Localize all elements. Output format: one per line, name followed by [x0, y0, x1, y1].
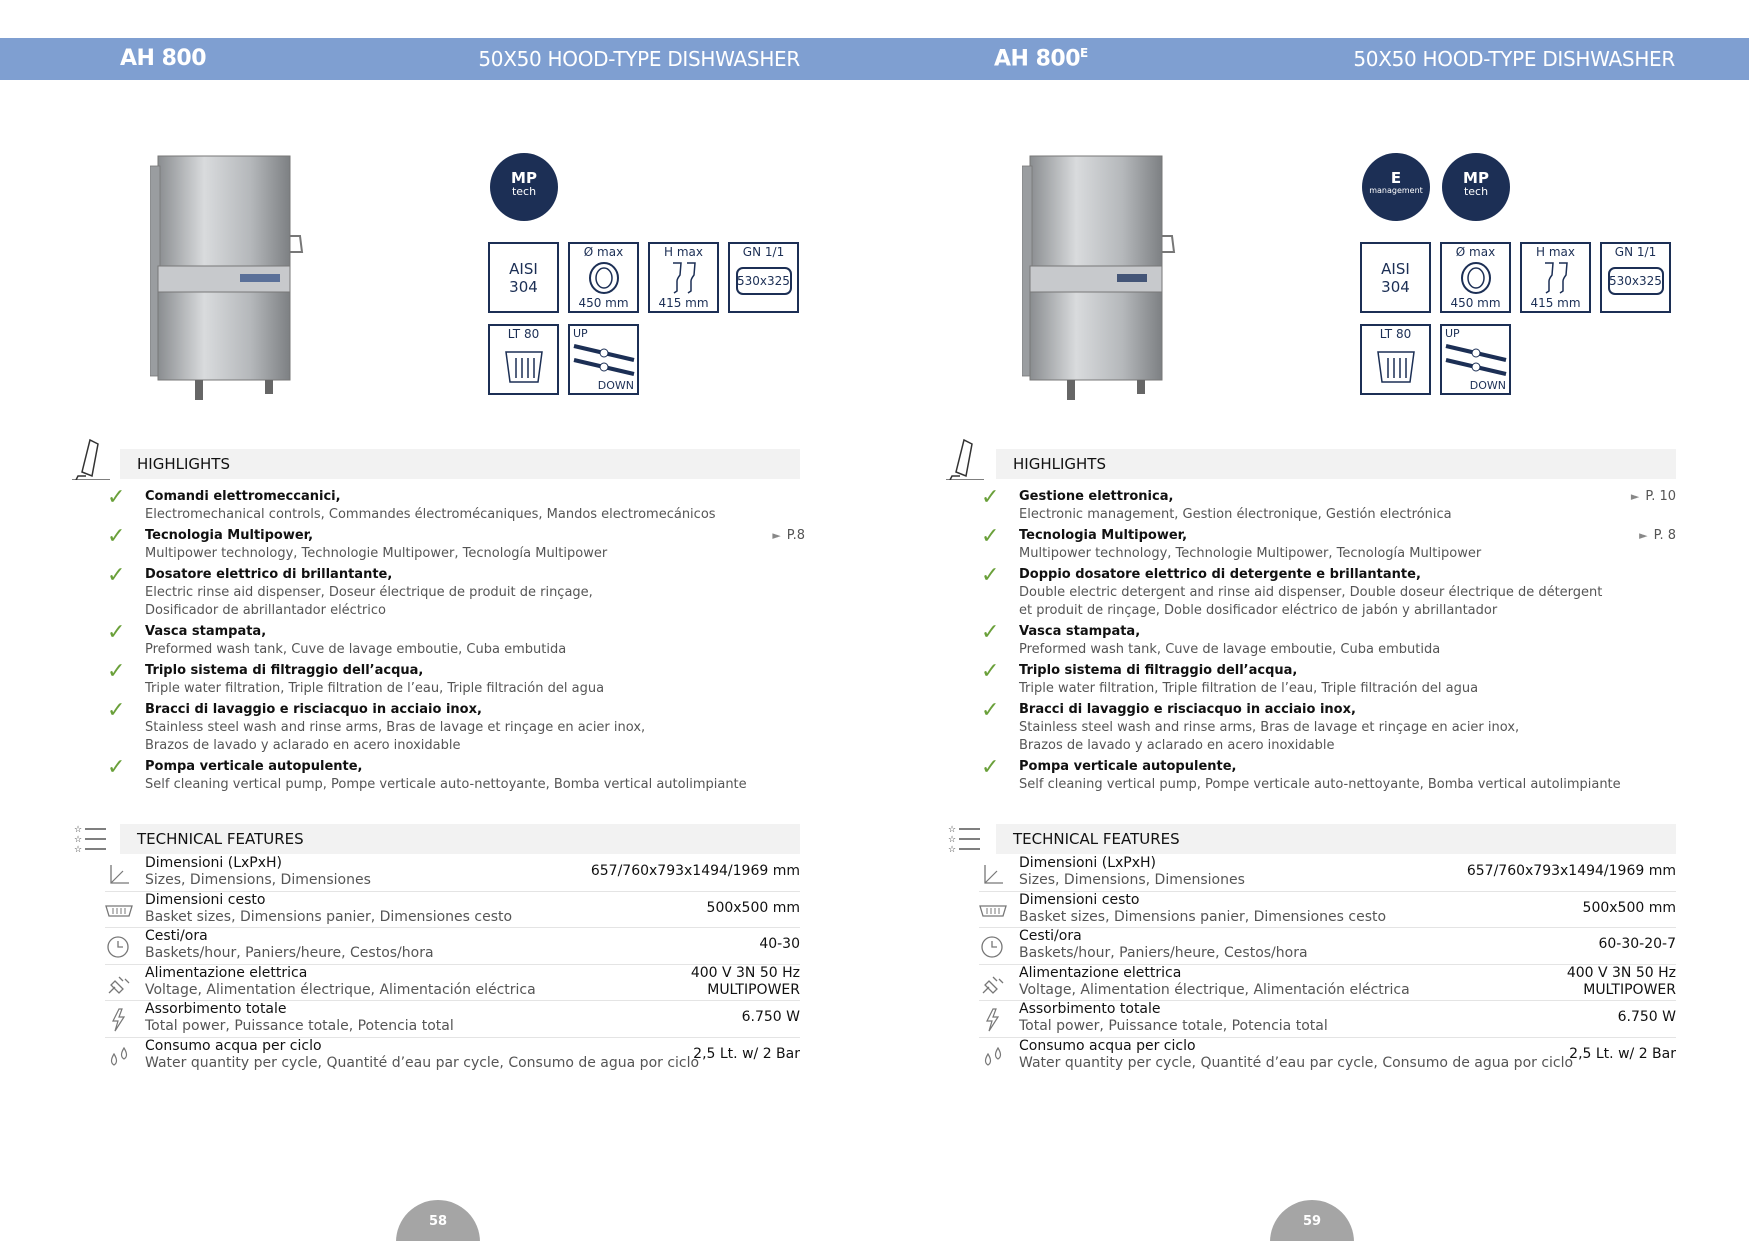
lt80-badge: LT 80 — [488, 324, 559, 395]
wash-arms-icon — [1444, 338, 1508, 382]
feature-value — [1618, 1009, 1676, 1026]
feature-name: Dimensioni cesto — [145, 891, 266, 908]
highlights-title: HIGHLIGHTS — [996, 449, 1676, 479]
model-name: AH $800^E$ — [994, 46, 1088, 72]
feature-value-line: 657/760x793x1494/1969 mm — [590, 863, 800, 879]
svg-text:☆: ☆ — [948, 825, 957, 835]
dish-max-badge: Ø max 450 mm — [1440, 242, 1511, 313]
gn-badge: GN 1/1 530x325 — [728, 242, 799, 313]
aisi-badge: AISI 304 — [1360, 242, 1431, 313]
highlight-translation: Stainless steel wash and rinse arms, Bras de lavage et rinçage en acier inox, — [145, 720, 646, 735]
feature-value-line: 400 V 3N 50 Hz — [1566, 964, 1676, 981]
feature-value — [1583, 900, 1676, 917]
feature-row — [979, 965, 1676, 1002]
feature-row — [979, 1038, 1676, 1075]
highlight-translation: Preformed wash tank, Cuve de lavage emboutie, Cuba embutida — [1019, 642, 1441, 657]
feature-value — [707, 900, 800, 917]
highlight-title: Vasca stampata, — [145, 624, 267, 639]
feature-value-line: 400 V 3N 50 Hz — [690, 964, 800, 981]
highlight-title: Comandi elettromeccanici, — [145, 489, 341, 504]
highlight-translation: Dosificador de abrillantador eléctrico — [145, 603, 386, 618]
clock-icon — [105, 934, 133, 960]
basket-bin-icon — [1374, 346, 1418, 386]
checkmark-icon: ✓ — [981, 524, 1000, 549]
glass-icon — [667, 261, 701, 295]
highlight-title: Bracci di lavaggio e risciacquo in acciaio inox, — [145, 702, 482, 717]
highlight-item — [979, 485, 1676, 524]
feature-value-line: MULTIPOWER — [1583, 981, 1676, 998]
highlight-item — [979, 698, 1676, 755]
highlight-title: Triplo sistema di filtraggio dell’acqua, — [1019, 663, 1298, 678]
highlight-title: Dosatore elettrico di brillantante, — [145, 567, 393, 582]
feature-translation: Total power, Puissance totale, Potencia total — [1019, 1018, 1328, 1034]
svg-text:☆: ☆ — [948, 845, 957, 854]
page-number: 59 — [1270, 1200, 1354, 1241]
product-type: 50X50 HOOD-TYPE DISHWASHER — [478, 47, 800, 71]
feature-row — [105, 928, 800, 965]
feature-name: Alimentazione elettrica — [145, 964, 308, 981]
feature-value-line: 2,5 Lt. w/ 2 Bar — [1569, 1045, 1676, 1062]
feature-value — [1567, 965, 1676, 999]
highlight-title: Bracci di lavaggio e risciacquo in acciaio inox, — [1019, 702, 1356, 717]
highlight-translation: Brazos de lavado y aclarado en acero inoxidable — [1019, 738, 1335, 753]
feature-translation: Sizes, Dimensions, Dimensiones — [1019, 872, 1245, 888]
feature-value — [1467, 863, 1676, 880]
arrow-right-icon: ► — [1630, 490, 1640, 503]
highlight-item — [105, 620, 805, 659]
feature-translation: Water quantity per cycle, Quantité d’eau par cycle, Consumo de agua por ciclo — [145, 1054, 700, 1071]
highlight-item — [979, 755, 1676, 794]
mp-tech-badge: MP tech — [1442, 153, 1510, 221]
checkmark-icon: ✓ — [107, 755, 126, 780]
feature-value — [691, 965, 800, 999]
aisi-badge: AISI 304 — [488, 242, 559, 313]
highlight-title: Triplo sistema di filtraggio dell’acqua, — [145, 663, 424, 678]
checkmark-icon: ✓ — [981, 659, 1000, 684]
highlight-translation: et produit de rinçage, Doble dosificador eléctrico de jabón y abrillantador — [1019, 603, 1498, 618]
svg-text:☆: ☆ — [74, 845, 83, 854]
glass-max-badge: H max 415 mm — [648, 242, 719, 313]
highlight-title: Doppio dosatore elettrico di detergente e brillantante, — [1019, 567, 1421, 582]
checkmark-icon: ✓ — [107, 698, 126, 723]
feature-value-line: 2,5 Lt. w/ 2 Bar — [693, 1045, 800, 1062]
highlight-translation: Preformed wash tank, Cuve de lavage emboutie, Cuba embutida — [145, 642, 567, 657]
highlight-translation: Electronic management, Gestion électronique, Gestión electrónica — [1019, 507, 1452, 522]
arrow-right-icon: ► — [772, 529, 781, 542]
page-reference — [772, 527, 805, 545]
technical-features-list — [979, 855, 1676, 1074]
basket-bin-icon — [502, 346, 546, 386]
feature-value — [591, 863, 800, 880]
page-reference-text: P. 8 — [1653, 528, 1676, 543]
svg-text:☆: ☆ — [74, 825, 83, 835]
lt80-badge: LT 80 — [1360, 324, 1431, 395]
plug-icon — [105, 971, 133, 997]
checkmark-icon: ✓ — [981, 563, 1000, 588]
feature-value-line: 40-30 — [759, 936, 800, 952]
drops-icon — [979, 1044, 1007, 1070]
checkmark-icon: ✓ — [981, 620, 1000, 645]
feature-translation: Voltage, Alimentation électrique, Alimentación eléctrica — [1019, 981, 1410, 998]
plate-icon — [1459, 261, 1493, 295]
feature-name: Assorbimento totale — [145, 1001, 287, 1017]
feature-value — [1598, 936, 1676, 953]
ruler-icon — [979, 861, 1007, 887]
highlight-translation: Triple water filtration, Triple filtration de l’eau, Triple filtración del agua — [1019, 681, 1479, 696]
highlight-item — [979, 620, 1676, 659]
feature-row — [105, 892, 800, 929]
clock-icon — [979, 934, 1007, 960]
page-reference — [1639, 527, 1676, 545]
feature-row — [979, 855, 1676, 892]
highlight-translation: Self cleaning vertical pump, Pompe verticale auto-nettoyante, Bomba vertical autolimpiante — [145, 777, 747, 792]
arrow-right-icon: ► — [1639, 529, 1648, 542]
feature-name: Cesti/ora — [1019, 928, 1082, 944]
highlight-title: Tecnologia Multipower, — [145, 528, 314, 543]
highlight-item — [105, 485, 805, 524]
feature-row — [979, 1001, 1676, 1038]
checkmark-icon: ✓ — [107, 485, 126, 510]
highlight-translation: Double electric detergent and rinse aid dispenser, Double doseur électrique de détergent — [1019, 585, 1603, 600]
highlight-item — [979, 563, 1676, 620]
page-reference-text: P. 10 — [1645, 489, 1676, 504]
highlight-item — [105, 524, 805, 563]
checkmark-icon: ✓ — [981, 698, 1000, 723]
drops-icon — [105, 1044, 133, 1070]
feature-row — [105, 1038, 800, 1075]
dishwasher-image — [150, 128, 320, 403]
plate-icon — [587, 261, 621, 295]
feature-value-line: 500x500 mm — [706, 899, 800, 916]
bolt-icon — [105, 1007, 133, 1033]
feature-value-line: 6.750 W — [1617, 1009, 1676, 1025]
feature-name: Dimensioni (LxPxH) — [145, 855, 283, 871]
highlight-item — [979, 659, 1676, 698]
plug-icon — [979, 971, 1007, 997]
feature-row — [105, 965, 800, 1002]
bolt-icon — [979, 1007, 1007, 1033]
feature-row — [105, 1001, 800, 1038]
page-reference-text: P.8 — [786, 528, 805, 543]
highlight-translation: Electromechanical controls, Commandes électromécaniques, Mandos electromecánicos — [145, 507, 716, 522]
highlight-translation: Multipower technology, Technologie Multipower, Tecnología Multipower — [145, 546, 608, 561]
model-name: AH 800 — [120, 46, 207, 71]
highlight-item — [979, 524, 1676, 563]
feature-value-line: 657/760x793x1494/1969 mm — [1466, 863, 1676, 879]
highlight-title: Gestione elettronica, — [1019, 489, 1174, 504]
dishwasher-image — [1022, 128, 1192, 403]
checkmark-icon: ✓ — [981, 755, 1000, 780]
feature-list-icon — [948, 824, 980, 854]
checkmark-icon: ✓ — [107, 659, 126, 684]
feature-translation: Sizes, Dimensions, Dimensiones — [145, 872, 371, 888]
highlight-translation: Electric rinse aid dispenser, Doseur électrique de produit de rinçage, — [145, 585, 593, 600]
feature-name: Consumo acqua per ciclo — [145, 1037, 322, 1054]
feature-row — [979, 892, 1676, 929]
checkmark-icon: ✓ — [107, 524, 126, 549]
highlighter-icon — [72, 436, 112, 480]
technical-features-list — [105, 855, 800, 1074]
checkmark-icon: ✓ — [107, 620, 126, 645]
basket-icon — [105, 898, 133, 924]
up-down-badge: UP DOWN — [1440, 324, 1511, 395]
checkmark-icon: ✓ — [981, 485, 1000, 510]
svg-text:☆: ☆ — [948, 835, 957, 845]
highlight-translation: Multipower technology, Technologie Multipower, Tecnología Multipower — [1019, 546, 1482, 561]
feature-row — [105, 855, 800, 892]
page-number: 58 — [396, 1200, 480, 1241]
gn-badge: GN 1/1 530x325 — [1600, 242, 1671, 313]
feature-translation: Baskets/hour, Paniers/heure, Cestos/hora — [145, 945, 434, 961]
highlighter-icon — [946, 436, 986, 480]
feature-name: Assorbimento totale — [1019, 1001, 1161, 1017]
glass-icon — [1539, 261, 1573, 295]
highlights-list — [105, 485, 805, 797]
highlight-translation: Stainless steel wash and rinse arms, Bras de lavage et rinçage en acier inox, — [1019, 720, 1520, 735]
highlight-item — [105, 698, 805, 755]
feature-name: Dimensioni cesto — [1019, 891, 1140, 908]
highlight-translation: Self cleaning vertical pump, Pompe verticale auto-nettoyante, Bomba vertical autolimpiante — [1019, 777, 1621, 792]
highlight-item — [105, 563, 805, 620]
feature-translation: Total power, Puissance totale, Potencia total — [145, 1018, 454, 1034]
highlight-title: Tecnologia Multipower, — [1019, 528, 1188, 543]
wash-arms-icon — [572, 338, 636, 382]
mp-tech-badge: MP tech — [490, 153, 558, 221]
feature-name: Cesti/ora — [145, 928, 208, 944]
highlight-translation: Brazos de lavado y aclarado en acero inoxidable — [145, 738, 461, 753]
highlights-title: HIGHLIGHTS — [120, 449, 800, 479]
feature-row — [979, 928, 1676, 965]
feature-name: Alimentazione elettrica — [1019, 964, 1182, 981]
highlights-list — [979, 485, 1676, 797]
e-management-badge: E management — [1362, 153, 1430, 221]
technical-features-title: TECHNICAL FEATURES — [996, 824, 1676, 854]
checkmark-icon: ✓ — [107, 563, 126, 588]
feature-translation: Basket sizes, Dimensions panier, Dimensiones cesto — [145, 908, 513, 925]
feature-value — [693, 1046, 800, 1063]
svg-text:☆: ☆ — [74, 835, 83, 845]
page-reference — [1631, 488, 1676, 506]
feature-name: Dimensioni (LxPxH) — [1019, 855, 1157, 871]
feature-value-line: 60-30-20-7 — [1598, 936, 1676, 952]
basket-icon — [979, 898, 1007, 924]
up-down-badge: UP DOWN — [568, 324, 639, 395]
dish-max-badge: Ø max 450 mm — [568, 242, 639, 313]
ruler-icon — [105, 861, 133, 887]
highlight-item — [105, 755, 805, 794]
feature-value — [759, 936, 800, 953]
glass-max-badge: H max 415 mm — [1520, 242, 1591, 313]
highlight-title: Pompa verticale autopulente, — [145, 759, 363, 774]
feature-translation: Baskets/hour, Paniers/heure, Cestos/hora — [1019, 945, 1308, 961]
page-left — [0, 0, 874, 1241]
feature-translation: Water quantity per cycle, Quantité d’eau par cycle, Consumo de agua por ciclo — [1019, 1054, 1574, 1071]
technical-features-title: TECHNICAL FEATURES — [120, 824, 800, 854]
feature-name: Consumo acqua per ciclo — [1019, 1037, 1196, 1054]
feature-translation: Basket sizes, Dimensions panier, Dimensiones cesto — [1019, 908, 1387, 925]
feature-value-line: MULTIPOWER — [707, 981, 800, 998]
highlight-title: Pompa verticale autopulente, — [1019, 759, 1237, 774]
feature-value-line: 6.750 W — [741, 1009, 800, 1025]
feature-list-icon — [74, 824, 106, 854]
product-type: 50X50 HOOD-TYPE DISHWASHER — [1353, 47, 1675, 71]
page-right — [874, 0, 1748, 1241]
feature-value — [742, 1009, 800, 1026]
feature-translation: Voltage, Alimentation électrique, Alimentación eléctrica — [145, 981, 536, 998]
highlight-translation: Triple water filtration, Triple filtration de l’eau, Triple filtración del agua — [145, 681, 605, 696]
highlight-item — [105, 659, 805, 698]
feature-value-line: 500x500 mm — [1582, 899, 1676, 916]
feature-value — [1569, 1046, 1676, 1063]
highlight-title: Vasca stampata, — [1019, 624, 1141, 639]
